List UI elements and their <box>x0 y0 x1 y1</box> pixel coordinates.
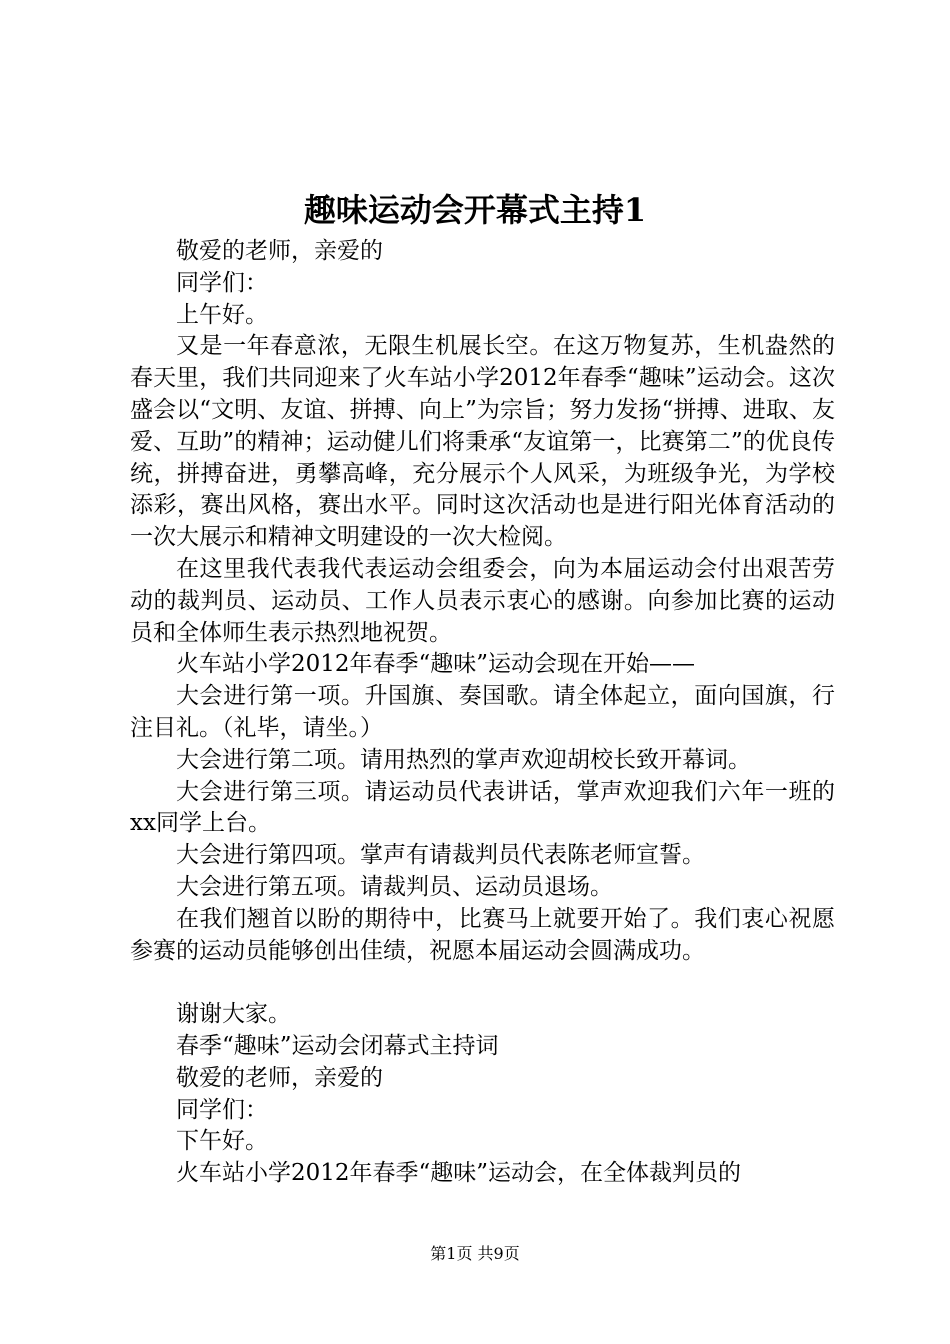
paragraph-item-5: 大会进行第五项。请裁判员、运动员退场。 <box>176 873 613 900</box>
page-footer: 第1页 共9页 <box>430 1244 520 1263</box>
paragraph-closing-greeting: 敬爱的老师，亲爱的 <box>176 1064 383 1091</box>
paragraph-wishes: 在我们翘首以盼的期待中，比赛马上就要开始了。我们衷心祝愿参赛的运动员能够创出佳绩，祝愿本届运动会圆满成功。 <box>130 905 835 964</box>
paragraph-thank-you: 谢谢大家。 <box>176 1001 291 1028</box>
paragraph-greeting-students: 同学们： <box>176 269 268 296</box>
paragraph-good-morning: 上午好。 <box>176 301 268 328</box>
paragraph-closing-title: 春季“趣味”运动会闭幕式主持词 <box>176 1032 499 1059</box>
paragraph-closing-intro: 火车站小学2012年春季“趣味”运动会，在全体裁判员的 <box>176 1160 742 1187</box>
paragraph-good-afternoon: 下午好。 <box>176 1128 268 1155</box>
paragraph-greeting: 敬爱的老师，亲爱的 <box>176 238 383 264</box>
paragraph-item-3: 大会进行第三项。请运动员代表讲话，掌声欢迎我们六年一班的xx同学上台。 <box>130 778 835 837</box>
paragraph-blank <box>130 967 835 999</box>
paragraph-closing-students: 同学们： <box>176 1096 268 1123</box>
document-title: 趣味运动会开幕式主持1 <box>303 191 647 229</box>
paragraph-thanks: 在这里我代表我代表运动会组委会，向为本届运动会付出艰苦劳动的裁判员、运动员、工作人员表示衷心的感谢。向参加比赛的运动员和全体师生表示热烈地祝贺。 <box>130 555 835 646</box>
paragraph-item-1: 大会进行第一项。升国旗、奏国歌。请全体起立，面向国旗，行注目礼。（礼毕，请坐。） <box>130 683 835 741</box>
paragraph-item-4: 大会进行第四项。掌声有请裁判员代表陈老师宣誓。 <box>176 842 705 869</box>
document-body <box>130 236 835 1190</box>
paragraph-intro: 又是一年春意浓，无限生机展长空。在这万物复苏，生机盎然的春天里，我们共同迎来了火车站小学2012年春季“趣味”运动会。这次盛会以“文明、友谊、拼搏、向上”为宗旨；努力发扬“拼搏、进取、友爱、互助”的精神；运动健儿们将秉承“友谊第一，比赛第二”的优良传统，拼搏奋进，勇攀高峰，充分展示个人风采，为班级争光，为学校添彩，赛出风格，赛出水平。同时这次活动也是进行阳光体育活动的一次大展示和精神文明建设的一次大检阅。 <box>130 333 835 551</box>
paragraph-item-2: 大会进行第二项。请用热烈的掌声欢迎胡校长致开幕词。 <box>176 746 751 773</box>
paragraph-opening: 火车站小学2012年春季“趣味”运动会现在开始—— <box>176 651 696 678</box>
